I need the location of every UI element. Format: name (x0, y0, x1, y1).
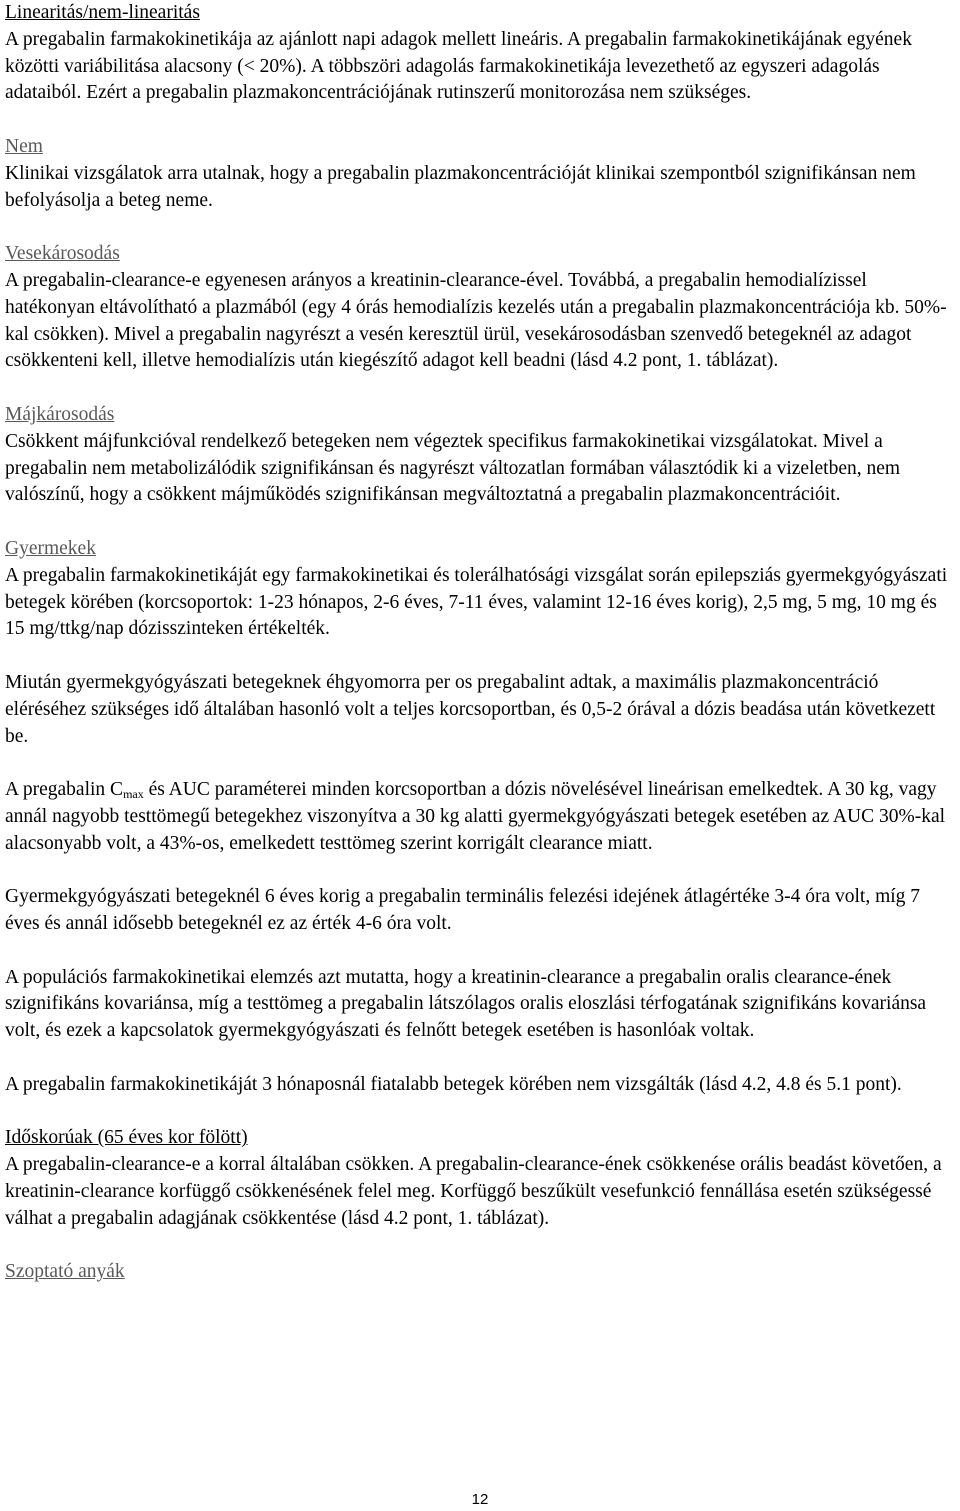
paragraph-children-6: A pregabalin farmakokinetikáját 3 hónaposnál fiatalabb betegek körében nem vizsgálták (lásd 4.2, 4.8 és 5.1 pont). (5, 1073, 902, 1095)
heading-renal: Vesekárosodás (5, 243, 120, 265)
section-breastfeeding (5, 1259, 957, 1286)
paragraph-hepatic: Csökkent májfunkcióval rendelkező betegeken nem végeztek specifikus farmakokinetikai vizsgálatokat. Mivel a pregabalin nem metabolizálódik szignifikánsan és nagyrészt változatlan formában választódik ki a vizeletben, nem valószínű, hogy a csökkent májműködés szignifikánsan megváltoztatná a pregabalin plazmakoncentrációit. (5, 430, 901, 506)
paragraph-elderly: A pregabalin-clearance-e a korral általában csökken. A pregabalin-clearance-ének csökkenése orális beadást követően, a kreatinin-clearance korfüggő csökkenésének felel meg. Korfüggő beszűkült vesefunkció fennállása esetén szükségessé válhat a pregabalin adagjának csökkentése (lásd 4.2 pont, 1. táblázat). (5, 1154, 942, 1229)
heading-elderly: Időskorúak (65 éves kor fölött) (5, 1127, 248, 1149)
section-sex (5, 134, 957, 214)
document-page (5, 0, 957, 1286)
heading-linearity: Linearitás/nem-linearitás (5, 2, 200, 23)
section-hepatic (5, 402, 957, 509)
section-children (5, 536, 957, 1099)
cmax-prefix: A pregabalin C (5, 779, 124, 801)
cmax-rest: és AUC paraméterei minden korcsoportban a dózis növelésével lineárisan emelkedtek. A 30 kg, vagy annál nagyobb testtömegű betegekhez viszonyítva a 30 kg alatti gyermekgyógyászati betegek esetében az AUC 30%-kal alacsonyabb volt, a 43%-os, emelkedett testtömeg szerint korrigált clearance miatt. (5, 779, 946, 854)
cmax-subscript: max (123, 787, 144, 802)
page-number: 12 (471, 1491, 489, 1508)
paragraph-children-4: Gyermekgyógyászati betegeknél 6 éves korig a pregabalin terminális felezési idejének átlagértéke 3-4 óra volt, míg 7 éves és annál idősebb betegeknél ez az érték 4-6 óra volt. (5, 886, 921, 935)
heading-sex: Nem (5, 135, 43, 157)
paragraph-sex: Klinikai vizsgálatok arra utalnak, hogy a pregabalin plazmakoncentrációját klinikai szempontból szignifikánsan nem befolyásolja a beteg neme. (5, 162, 916, 211)
section-linearity (5, 0, 957, 107)
paragraph-children-2: Miután gyermekgyógyászati betegeknek éhgyomorra per os pregabalint adtak, a maximális plazmakoncentráció eléréséhez szükséges idő általában hasonló volt a teljes korcsoportban, és 0,5-2 órával a dózis beadása után következett be. (5, 671, 936, 747)
section-renal (5, 241, 957, 375)
paragraph-children-5: A populációs farmakokinetikai elemzés azt mutatta, hogy a kreatinin-clearance a pregabalin oralis clearance-ének szignifikáns kovariánsa, míg a testtömeg a pregabalin látszólagos oralis eloszlási térfogatának szignifikáns kovariánsa volt, és ezek a kapcsolatok gyermekgyógyászati és felnőtt betegek esetében is hasonlóak voltak. (5, 966, 927, 1042)
heading-breastfeeding: Szoptató anyák (5, 1261, 125, 1283)
paragraph-renal: A pregabalin-clearance-e egyenesen arányos a kreatinin-clearance-ével. Továbbá, a pregabalin hemodialízissel hatékonyan eltávolítható a plazmából (egy 4 órás hemodialízis kezelés után a pregabalin plazmakoncentrációja kb. 50%-kal csökken). Mivel a pregabalin nagyrészt a vesén keresztül ürül, vesekárosodásban szenvedő betegeknél az adagot csökkenteni kell, illetve hemodialízis után kiegészítő adagot kell beadni (lásd 4.2 pont, 1. táblázat). (5, 269, 947, 372)
paragraph-children-3 (5, 777, 957, 857)
section-elderly (5, 1125, 957, 1232)
heading-hepatic: Májkárosodás (5, 403, 115, 425)
heading-children: Gyermekek (5, 537, 96, 559)
paragraph-linearity: A pregabalin farmakokinetikája az ajánlott napi adagok mellett lineáris. A pregabalin farmakokinetikájának egyének közötti variábilitása alacsony (< 20%). A többszöri adagolás farmakokinetikája levezethető az egyszeri adagolás adataiból. Ezért a pregabalin plazmakoncentrációjának rutinszerű monitorozása nem szükséges. (5, 28, 912, 104)
paragraph-children-1: A pregabalin farmakokinetikáját egy farmakokinetikai és tolerálhatósági vizsgálat során epilepsziás gyermekgyógyászati betegek körében (korcsoportok: 1-23 hónapos, 2-6 éves, 7-11 éves, valamint 12-16 éves korig), 2,5 mg, 5 mg, 10 mg és 15 mg/ttkg/nap dózisszinteken értékelték. (5, 564, 948, 640)
